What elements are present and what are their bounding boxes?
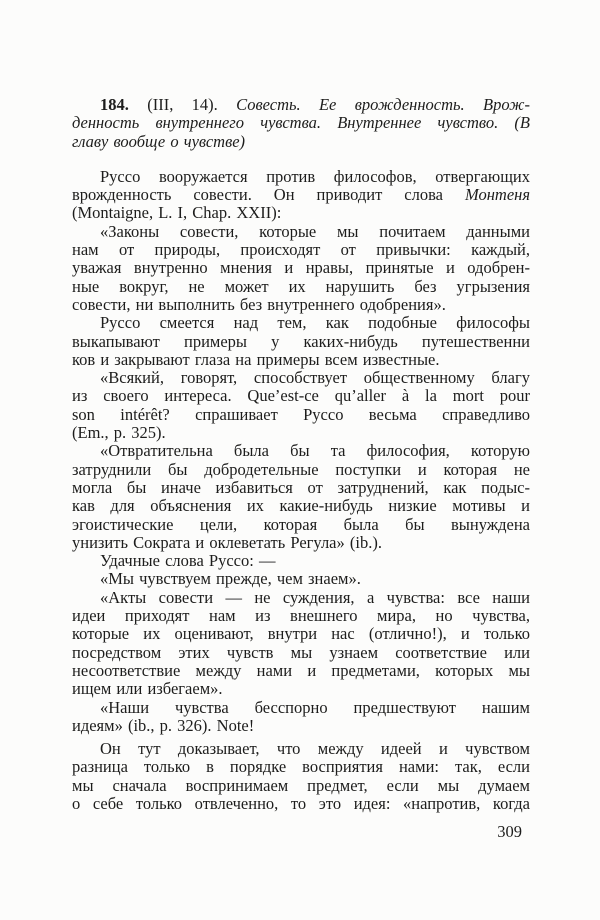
text-line (72, 534, 530, 552)
text-run: (Montaigne, L. I, Chap. XXII): (72, 203, 282, 223)
text-line (72, 795, 530, 813)
text-run: выкапывают примеры у каких-нибудь путешественни (72, 331, 530, 351)
text-run: из своего интереса. Que’est-ce qu’aller à la mort pour (72, 386, 530, 406)
text-line (72, 259, 530, 277)
text-line (72, 114, 530, 132)
text-line (72, 497, 530, 515)
text-run: Монтеня (464, 185, 530, 205)
text-line (72, 278, 530, 296)
text-line (72, 552, 530, 570)
text-run: (Em., p. 325). (72, 423, 166, 443)
text-run: «Наши чувства бесспорно предшествуют нашим (100, 697, 530, 717)
text-line (72, 479, 530, 497)
text-run: идеи приходят нам из внешнего мира, но чувства, (72, 606, 530, 626)
text-line (72, 424, 530, 442)
paragraphs-container (72, 96, 530, 813)
text-run: ные вокруг, не может их нарушить без угрызения (72, 276, 530, 296)
text-run: Руссо вооружается против философов, отвергающих (100, 166, 530, 186)
text-run: унизить Сократа и оклеветать Регула» (ib.). (72, 532, 382, 552)
text-run: 184. (100, 95, 148, 114)
text-block (72, 96, 530, 841)
text-run: «Акты совести — не суждения, а чувства: все наши (100, 587, 530, 607)
text-run: son intérêt? спрашивает Руссо весьма справедливо (72, 404, 530, 424)
text-run: Руссо смеется над тем, как подобные философы (100, 313, 530, 333)
text-run: кав для объяснения их какие-нибудь низкие мотивы и (72, 496, 530, 516)
text-line (72, 461, 530, 479)
text-run: которые их оценивают, внутри нас (отлично!), и только (72, 624, 530, 644)
text-run: Удачные слова Руссо: — (100, 551, 276, 571)
text-line (72, 740, 530, 758)
text-line (72, 333, 530, 351)
text-line (72, 625, 530, 643)
paragraph-p10 (72, 699, 530, 736)
text-run: главу вообще о чувстве) (72, 131, 246, 151)
paragraph-heading (72, 96, 530, 151)
text-run: разница только в порядке восприятия нами: так, если (72, 757, 530, 777)
text-line (72, 406, 530, 424)
text-line (72, 351, 530, 369)
paragraph-p11 (72, 740, 530, 813)
text-line (72, 223, 530, 241)
paragraph-p7 (72, 552, 530, 570)
text-run: идеям» (ib., p. 326). Note! (72, 715, 255, 735)
text-run: Он тут доказывает, что между идеей и чувством (100, 739, 530, 759)
text-line (72, 516, 530, 534)
text-line (72, 314, 530, 332)
text-line (72, 296, 530, 314)
text-run: эгоистические цели, которая была бы вынуждена (72, 514, 530, 534)
text-run: (III, 14). (147, 95, 237, 114)
text-line (72, 442, 530, 460)
text-run: врожденность совести. Он приводит слова (72, 185, 465, 205)
text-run: «Всякий, говорят, способствует общественному благу (100, 368, 530, 388)
text-line (72, 680, 530, 698)
text-run: затруднили бы добродетельные поступки и которая не (72, 459, 530, 479)
text-line (72, 699, 530, 717)
text-run: уважая внутренно мнения и нравы, принятые и одобрен- (72, 258, 530, 278)
text-run: денность внутреннего чувства. Внутреннее чувство. (В (72, 113, 530, 133)
text-line (72, 168, 530, 186)
text-line (72, 186, 530, 204)
text-line (72, 369, 530, 387)
text-run: о себе только отвлеченно, то это идея: «напротив, когда (72, 793, 530, 813)
text-line (72, 758, 530, 776)
text-run: совести, ни выполнить без внутреннего одобрения». (72, 294, 446, 314)
text-line (72, 133, 530, 151)
text-run: «Законы совести, которые мы почитаем данными (100, 221, 530, 241)
paragraph-p8 (72, 570, 530, 588)
text-line (72, 644, 530, 662)
text-line (72, 387, 530, 405)
paragraph-p6 (72, 442, 530, 552)
text-line (72, 717, 530, 735)
text-run: несоответствие между нами и предметами, которых мы (72, 660, 530, 680)
text-run: посредством этих чувств мы узнаем соответствие или (72, 642, 530, 662)
text-run: Совесть. Ее врожденность. Врож- (236, 95, 530, 114)
paragraph-p3 (72, 223, 530, 314)
text-run: ищем или избегаем». (72, 679, 223, 699)
paragraph-p9 (72, 589, 530, 699)
text-line (72, 662, 530, 680)
text-run: ков и закрывают глаза на примеры всем известные. (72, 349, 440, 369)
paragraph-p4 (72, 314, 530, 369)
page-number: 309 (497, 822, 522, 842)
text-line (72, 96, 530, 114)
text-line (72, 241, 530, 259)
text-run: «Отвратительна была бы та философия, которую (100, 441, 530, 461)
text-run: нам от природы, происходят от привычки: каждый, (72, 240, 530, 260)
text-line (72, 589, 530, 607)
text-line (72, 607, 530, 625)
text-run: мы сначала воспринимаем предмет, если мы думаем (72, 775, 530, 795)
text-line (72, 204, 530, 222)
paragraph-p2 (72, 168, 530, 223)
paragraph-p5 (72, 369, 530, 442)
text-line (72, 570, 530, 588)
text-run: «Мы чувствуем прежде, чем знаем». (100, 569, 361, 589)
text-line (72, 777, 530, 795)
text-run: могла бы иначе избавиться от затруднений, как подыс- (72, 477, 530, 497)
